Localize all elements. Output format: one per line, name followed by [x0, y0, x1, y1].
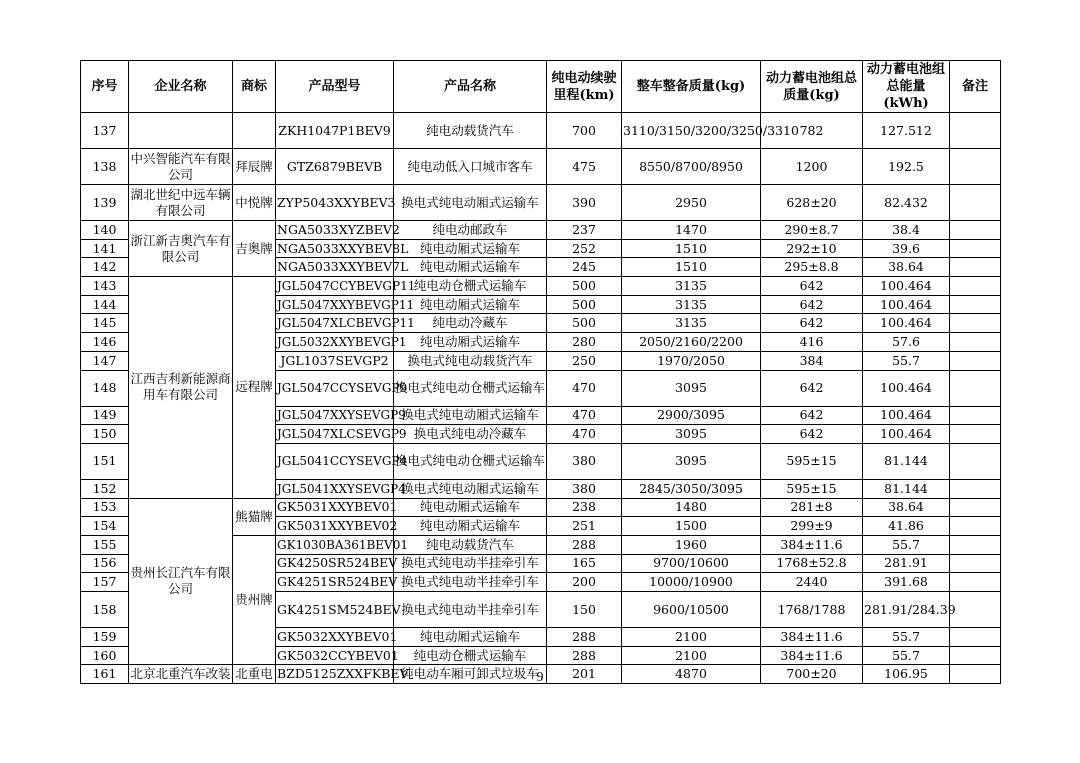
cell-mass: 8550/8700/8950: [622, 149, 761, 185]
cell-mass: 1510: [622, 258, 761, 277]
cell-battery-mass: 642: [761, 370, 863, 406]
cell-seq: 149: [81, 406, 129, 425]
header-battery-energy: 动力蓄电池组总能量(kWh): [863, 61, 950, 113]
cell-model: GK5032CCYBEV01: [276, 646, 394, 665]
cell-battery-energy: 57.6: [863, 333, 950, 352]
cell-seq: 137: [81, 113, 129, 149]
cell-range: 252: [547, 239, 622, 258]
cell-product-name: 纯电动厢式运输车: [394, 258, 547, 277]
cell-battery-energy: 55.7: [863, 628, 950, 647]
cell-range: 238: [547, 498, 622, 517]
header-mass: 整车整备质量(kg): [622, 61, 761, 113]
cell-product-name: 换电式纯电动半挂牵引车: [394, 573, 547, 592]
cell-company: 贵州长江汽车有限公司: [129, 498, 233, 665]
cell-brand: 熊猫牌: [233, 498, 276, 535]
cell-model: GK1030BA361BEV01: [276, 535, 394, 554]
cell-remark: [950, 628, 1001, 647]
cell-brand: 吉奥牌: [233, 221, 276, 277]
cell-battery-energy: 39.6: [863, 239, 950, 258]
cell-remark: [950, 295, 1001, 314]
cell-range: 380: [547, 443, 622, 479]
cell-seq: 156: [81, 554, 129, 573]
cell-battery-mass: 416: [761, 333, 863, 352]
cell-mass: 3110/3150/3200/3250/3310: [622, 113, 761, 149]
cell-remark: [950, 185, 1001, 221]
cell-range: 150: [547, 592, 622, 628]
page-number: 9: [536, 670, 544, 685]
cell-range: 380: [547, 479, 622, 498]
cell-battery-energy: 100.464: [863, 406, 950, 425]
cell-model: GK4251SM524BEV: [276, 592, 394, 628]
cell-mass: 4870: [622, 665, 761, 684]
cell-model: JGL5041XXYSEVGP4: [276, 479, 394, 498]
cell-product-name: 换电式纯电动冷藏车: [394, 425, 547, 444]
cell-model: GK5031XXYBEV01: [276, 498, 394, 517]
cell-battery-energy: 81.144: [863, 479, 950, 498]
cell-model: JGL5047CCYSEVGP9: [276, 370, 394, 406]
cell-brand: 贵州牌: [233, 535, 276, 664]
cell-battery-mass: 782: [761, 113, 863, 149]
cell-battery-energy: 100.464: [863, 295, 950, 314]
cell-product-name: 纯电动邮政车: [394, 221, 547, 240]
cell-model: JGL5047XXYBEVGP11: [276, 295, 394, 314]
cell-range: 280: [547, 333, 622, 352]
cell-remark: [950, 149, 1001, 185]
table-row: [81, 221, 1001, 240]
cell-model: GTZ6879BEVB: [276, 149, 394, 185]
cell-product-name: 换电式纯电动仓栅式运输车: [394, 443, 547, 479]
cell-brand: [233, 113, 276, 149]
cell-product-name: 纯电动厢式运输车: [394, 628, 547, 647]
cell-seq: 140: [81, 221, 129, 240]
cell-battery-mass: 642: [761, 277, 863, 296]
cell-battery-energy: 55.7: [863, 535, 950, 554]
cell-model: GK4251SR524BEV: [276, 573, 394, 592]
cell-brand: 远程牌: [233, 277, 276, 499]
header-row: [81, 61, 1001, 113]
cell-battery-energy: 55.7: [863, 646, 950, 665]
cell-remark: [950, 314, 1001, 333]
cell-seq: 160: [81, 646, 129, 665]
cell-range: 500: [547, 314, 622, 333]
cell-remark: [950, 535, 1001, 554]
cell-product-name: 纯电动仓栅式运输车: [394, 646, 547, 665]
cell-battery-mass: 292±10: [761, 239, 863, 258]
cell-mass: 2845/3050/3095: [622, 479, 761, 498]
cell-remark: [950, 277, 1001, 296]
table-row: [81, 149, 1001, 185]
cell-product-name: 换电式纯电动载货汽车: [394, 351, 547, 370]
cell-range: 288: [547, 535, 622, 554]
cell-mass: 1510: [622, 239, 761, 258]
cell-battery-energy: 192.5: [863, 149, 950, 185]
cell-battery-mass: 384±11.6: [761, 646, 863, 665]
cell-seq: 150: [81, 425, 129, 444]
cell-model: JGL1037SEVGP2: [276, 351, 394, 370]
cell-mass: 2950: [622, 185, 761, 221]
cell-remark: [950, 517, 1001, 536]
cell-mass: 10000/10900: [622, 573, 761, 592]
cell-range: 201: [547, 665, 622, 684]
vehicle-table: [80, 60, 1001, 684]
cell-range: 165: [547, 554, 622, 573]
cell-mass: 3095: [622, 443, 761, 479]
cell-battery-mass: 642: [761, 314, 863, 333]
cell-range: 500: [547, 277, 622, 296]
cell-product-name: 纯电动载货汽车: [394, 113, 547, 149]
cell-range: 251: [547, 517, 622, 536]
cell-range: 500: [547, 295, 622, 314]
table-row: [81, 185, 1001, 221]
cell-battery-energy: 100.464: [863, 425, 950, 444]
cell-seq: 158: [81, 592, 129, 628]
cell-battery-mass: 299±9: [761, 517, 863, 536]
cell-battery-energy: 391.68: [863, 573, 950, 592]
cell-model: NGA5033XXYBEV8L: [276, 239, 394, 258]
cell-range: 237: [547, 221, 622, 240]
cell-mass: 1470: [622, 221, 761, 240]
cell-remark: [950, 333, 1001, 352]
header-seq: 序号: [81, 61, 129, 113]
cell-remark: [950, 443, 1001, 479]
cell-model: JGL5047CCYBEVGP11: [276, 277, 394, 296]
cell-product-name: 纯电动厢式运输车: [394, 498, 547, 517]
cell-product-name: 纯电动厢式运输车: [394, 239, 547, 258]
header-range: 纯电动续驶里程(km): [547, 61, 622, 113]
cell-seq: 148: [81, 370, 129, 406]
cell-product-name: 换电式纯电动厢式运输车: [394, 185, 547, 221]
cell-model: GK5032XXYBEV01: [276, 628, 394, 647]
cell-model: JGL5041CCYSEVGP4: [276, 443, 394, 479]
cell-remark: [950, 221, 1001, 240]
cell-mass: 1960: [622, 535, 761, 554]
cell-range: 470: [547, 425, 622, 444]
cell-mass: 2050/2160/2200: [622, 333, 761, 352]
cell-mass: 2900/3095: [622, 406, 761, 425]
cell-mass: 3135: [622, 277, 761, 296]
cell-model: NGA5033XXYBEV7L: [276, 258, 394, 277]
cell-seq: 145: [81, 314, 129, 333]
cell-model: JGL5047XXYSEVGP9: [276, 406, 394, 425]
cell-battery-mass: 2440: [761, 573, 863, 592]
cell-product-name: 纯电动厢式运输车: [394, 333, 547, 352]
cell-mass: 2100: [622, 628, 761, 647]
table-row: [81, 113, 1001, 149]
header-battery-mass: 动力蓄电池组总质量(kg): [761, 61, 863, 113]
cell-product-name: 换电式纯电动厢式运输车: [394, 479, 547, 498]
cell-range: 288: [547, 628, 622, 647]
cell-remark: [950, 479, 1001, 498]
cell-mass: 3135: [622, 295, 761, 314]
cell-battery-mass: 628±20: [761, 185, 863, 221]
cell-product-name: 纯电动仓栅式运输车: [394, 277, 547, 296]
vehicle-catalog-sheet: [80, 60, 1001, 684]
cell-product-name: 纯电动冷藏车: [394, 314, 547, 333]
cell-battery-mass: 384±11.6: [761, 535, 863, 554]
cell-range: 475: [547, 149, 622, 185]
cell-battery-mass: 595±15: [761, 479, 863, 498]
cell-remark: [950, 592, 1001, 628]
cell-battery-mass: 1768±52.8: [761, 554, 863, 573]
cell-battery-energy: 127.512: [863, 113, 950, 149]
cell-brand: 拜辰牌: [233, 149, 276, 185]
cell-seq: 152: [81, 479, 129, 498]
cell-seq: 138: [81, 149, 129, 185]
cell-remark: [950, 646, 1001, 665]
cell-range: 390: [547, 185, 622, 221]
cell-seq: 147: [81, 351, 129, 370]
header-remark: 备注: [950, 61, 1001, 113]
cell-product-name: 纯电动载货汽车: [394, 535, 547, 554]
cell-range: 245: [547, 258, 622, 277]
cell-range: 470: [547, 370, 622, 406]
cell-battery-energy: 281.91/284.39: [863, 592, 950, 628]
cell-mass: 9600/10500: [622, 592, 761, 628]
cell-battery-mass: 595±15: [761, 443, 863, 479]
cell-seq: 153: [81, 498, 129, 517]
cell-product-name: 换电式纯电动仓栅式运输车: [394, 370, 547, 406]
cell-product-name: 纯电动车厢可卸式垃圾车: [394, 665, 547, 684]
cell-model: JGL5032XXYBEVGP1: [276, 333, 394, 352]
cell-battery-mass: 1768/1788: [761, 592, 863, 628]
cell-model: ZYP5043XXYBEV3: [276, 185, 394, 221]
cell-seq: 155: [81, 535, 129, 554]
cell-company: [129, 113, 233, 149]
cell-remark: [950, 425, 1001, 444]
cell-seq: 146: [81, 333, 129, 352]
cell-battery-energy: 100.464: [863, 314, 950, 333]
cell-model: GK5031XXYBEV02: [276, 517, 394, 536]
cell-product-name: 换电式纯电动厢式运输车: [394, 406, 547, 425]
cell-battery-mass: 642: [761, 295, 863, 314]
cell-model: GK4250SR524BEV: [276, 554, 394, 573]
cell-mass: 1480: [622, 498, 761, 517]
cell-company: 中兴智能汽车有限公司: [129, 149, 233, 185]
cell-mass: 1500: [622, 517, 761, 536]
cell-seq: 143: [81, 277, 129, 296]
cell-product-name: 换电式纯电动半挂牵引车: [394, 554, 547, 573]
cell-remark: [950, 498, 1001, 517]
cell-range: 200: [547, 573, 622, 592]
cell-remark: [950, 113, 1001, 149]
cell-remark: [950, 351, 1001, 370]
cell-battery-mass: 700±20: [761, 665, 863, 684]
cell-model: NGA5033XYZBEV2: [276, 221, 394, 240]
cell-model: BZD5125ZXXFKBEV: [276, 665, 394, 684]
header-product-name: 产品名称: [394, 61, 547, 113]
cell-seq: 161: [81, 665, 129, 684]
cell-battery-mass: 642: [761, 406, 863, 425]
cell-remark: [950, 370, 1001, 406]
cell-battery-mass: 281±8: [761, 498, 863, 517]
cell-battery-energy: 100.464: [863, 370, 950, 406]
cell-seq: 159: [81, 628, 129, 647]
cell-mass: 2100: [622, 646, 761, 665]
cell-seq: 144: [81, 295, 129, 314]
cell-battery-mass: 290±8.7: [761, 221, 863, 240]
cell-model: JGL5047XLCSEVGP9: [276, 425, 394, 444]
cell-mass: 3095: [622, 425, 761, 444]
cell-battery-energy: 100.464: [863, 277, 950, 296]
cell-battery-mass: 384±11.6: [761, 628, 863, 647]
cell-battery-mass: 642: [761, 425, 863, 444]
cell-remark: [950, 239, 1001, 258]
table-row: [81, 498, 1001, 517]
cell-battery-mass: 295±8.8: [761, 258, 863, 277]
cell-range: 700: [547, 113, 622, 149]
cell-brand: 北重电: [233, 665, 276, 684]
cell-remark: [950, 554, 1001, 573]
cell-remark: [950, 573, 1001, 592]
cell-seq: 139: [81, 185, 129, 221]
cell-remark: [950, 406, 1001, 425]
cell-battery-energy: 38.64: [863, 498, 950, 517]
cell-range: 470: [547, 406, 622, 425]
cell-battery-energy: 81.144: [863, 443, 950, 479]
cell-company: 北京北重汽车改装: [129, 665, 233, 684]
cell-range: 288: [547, 646, 622, 665]
cell-product-name: 纯电动厢式运输车: [394, 517, 547, 536]
cell-seq: 154: [81, 517, 129, 536]
header-brand: 商标: [233, 61, 276, 113]
cell-model: ZKH1047P1BEV9: [276, 113, 394, 149]
cell-battery-mass: 1200: [761, 149, 863, 185]
cell-battery-energy: 281.91: [863, 554, 950, 573]
cell-battery-energy: 55.7: [863, 351, 950, 370]
cell-model: JGL5047XLCBEVGP11: [276, 314, 394, 333]
table-row: [81, 277, 1001, 296]
cell-battery-energy: 38.64: [863, 258, 950, 277]
cell-battery-energy: 38.4: [863, 221, 950, 240]
cell-seq: 157: [81, 573, 129, 592]
cell-company: 湖北世纪中远车辆有限公司: [129, 185, 233, 221]
cell-mass: 9700/10600: [622, 554, 761, 573]
cell-company: 浙江新吉奥汽车有限公司: [129, 221, 233, 277]
header-company: 企业名称: [129, 61, 233, 113]
cell-product-name: 纯电动低入口城市客车: [394, 149, 547, 185]
header-model: 产品型号: [276, 61, 394, 113]
cell-product-name: 纯电动厢式运输车: [394, 295, 547, 314]
cell-battery-energy: 82.432: [863, 185, 950, 221]
cell-battery-energy: 106.95: [863, 665, 950, 684]
cell-seq: 141: [81, 239, 129, 258]
cell-battery-mass: 384: [761, 351, 863, 370]
cell-mass: 3135: [622, 314, 761, 333]
cell-mass: 1970/2050: [622, 351, 761, 370]
cell-battery-energy: 41.86: [863, 517, 950, 536]
cell-range: 250: [547, 351, 622, 370]
cell-seq: 151: [81, 443, 129, 479]
cell-brand: 中悦牌: [233, 185, 276, 221]
cell-seq: 142: [81, 258, 129, 277]
cell-company: 江西吉利新能源商用车有限公司: [129, 277, 233, 499]
cell-mass: 3095: [622, 370, 761, 406]
cell-remark: [950, 258, 1001, 277]
cell-product-name: 换电式纯电动半挂牵引车: [394, 592, 547, 628]
